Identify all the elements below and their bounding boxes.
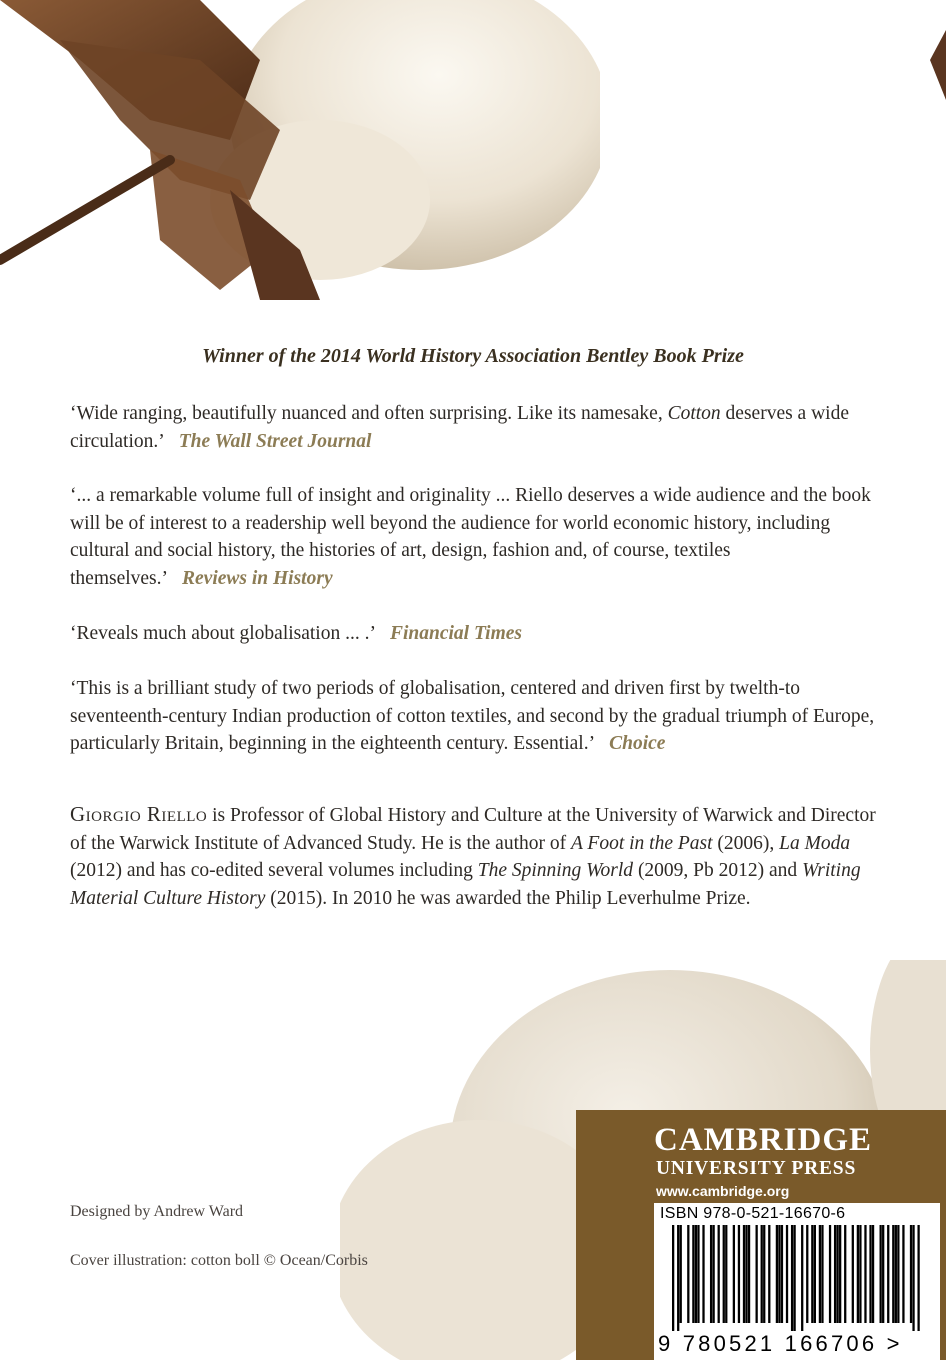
barcode-bar bbox=[763, 1225, 765, 1323]
barcode-bar bbox=[857, 1225, 859, 1323]
barcode-bar bbox=[839, 1225, 841, 1323]
barcode-bar bbox=[680, 1225, 682, 1323]
quote-text: ‘Reveals much about globalisation ... .’ bbox=[70, 623, 376, 644]
barcode-panel bbox=[654, 1203, 940, 1360]
prize-line: Winner of the 2014 World History Association Bentley Book Prize bbox=[202, 345, 744, 367]
barcode-bar bbox=[748, 1225, 750, 1323]
barcode-bar bbox=[672, 1225, 674, 1331]
barcode-digits: 9 780521 166706 > bbox=[658, 1331, 903, 1356]
barcode-bar bbox=[859, 1225, 861, 1323]
barcode-bar bbox=[836, 1225, 838, 1323]
cover-illustration-credit: Cover illustration: cotton boll © Ocean/Corbis bbox=[70, 1252, 368, 1269]
barcode-bar bbox=[712, 1225, 714, 1323]
barcode-bar bbox=[710, 1225, 712, 1323]
barcode-bar bbox=[695, 1225, 697, 1323]
barcode-bar bbox=[902, 1225, 904, 1323]
barcode-bar bbox=[821, 1225, 823, 1323]
quote-text-continued: deserves a wide circulation.’ bbox=[70, 403, 849, 452]
barcode-bar bbox=[697, 1225, 699, 1323]
barcode-bar bbox=[869, 1225, 871, 1323]
barcode-bar bbox=[811, 1225, 813, 1323]
barcode-bar bbox=[910, 1225, 912, 1323]
barcode-bar bbox=[895, 1225, 897, 1323]
barcode-bar bbox=[882, 1225, 884, 1323]
barcode-bar bbox=[819, 1225, 821, 1323]
barcode-bar bbox=[793, 1225, 795, 1331]
barcode-bar bbox=[912, 1225, 914, 1331]
quote-reviews-in-history bbox=[70, 482, 880, 592]
barcode-bar bbox=[864, 1225, 866, 1323]
cotton-edge-top-right bbox=[926, 30, 946, 100]
barcode-bar bbox=[725, 1225, 727, 1323]
barcode-bar bbox=[778, 1225, 780, 1323]
bio-text: (2009, Pb 2012) and bbox=[633, 860, 803, 881]
publisher-url[interactable]: www.cambridge.org bbox=[656, 1183, 790, 1199]
barcode-bar bbox=[745, 1225, 747, 1323]
quote-source: The Wall Street Journal bbox=[178, 430, 372, 452]
barcode-bar bbox=[733, 1225, 735, 1323]
quote-text: ‘Wide ranging, beautifully nuanced and often surprising. Like its namesake, bbox=[70, 403, 668, 424]
publisher-block bbox=[576, 1110, 946, 1360]
barcode-bar bbox=[897, 1225, 899, 1323]
barcode-bar bbox=[786, 1225, 788, 1323]
book-title: A Foot in the Past bbox=[570, 832, 713, 854]
author-name: Giorgio Riello bbox=[70, 802, 208, 826]
bio-text: (2015). In 2010 he was awarded the Philip Leverhulme Prize. bbox=[265, 887, 751, 909]
barcode-bar bbox=[887, 1225, 889, 1323]
barcode-bar bbox=[844, 1225, 846, 1323]
barcode-bar bbox=[872, 1225, 874, 1323]
publisher-subtitle: UNIVERSITY PRESS bbox=[656, 1158, 857, 1179]
quote-wall-street-journal bbox=[70, 400, 880, 455]
barcode-bar bbox=[814, 1225, 816, 1323]
barcode-bar bbox=[687, 1225, 689, 1323]
barcode-bar bbox=[852, 1225, 854, 1323]
book-title: The Spinning World bbox=[477, 860, 634, 881]
barcode-bar bbox=[718, 1225, 720, 1323]
publisher-name: CAMBRIDGE bbox=[654, 1122, 873, 1158]
quote-choice bbox=[70, 675, 880, 758]
bio-text: (2012) and has co-edited several volumes including bbox=[70, 860, 478, 881]
quote-book-title: Cotton bbox=[667, 403, 721, 424]
barcode-bar bbox=[801, 1225, 803, 1331]
barcode-bar bbox=[743, 1225, 745, 1323]
barcode-bar bbox=[692, 1225, 694, 1323]
barcode-bar bbox=[723, 1225, 725, 1323]
isbn-barcode bbox=[672, 1225, 920, 1331]
quote-source: Financial Times bbox=[389, 623, 522, 644]
barcode-bar bbox=[834, 1225, 836, 1323]
book-title: La Moda bbox=[779, 832, 851, 854]
barcode-bar bbox=[756, 1225, 758, 1323]
quote-financial-times bbox=[70, 620, 880, 648]
quote-source: Reviews in History bbox=[182, 567, 333, 589]
barcode-bar bbox=[776, 1225, 778, 1323]
quote-text: ‘This is a brilliant study of two periods of globalisation, centered and driven first by twelth-to seventeenth-century Indian production of cotton textiles, and second by the gradual triumph of Europe, particularly Britain, beginning in the eighteenth century. Essential.’ bbox=[70, 678, 875, 754]
barcode-bar bbox=[768, 1225, 770, 1323]
designer-credit: Designed by Andrew Ward bbox=[70, 1203, 244, 1220]
barcode-bar bbox=[892, 1225, 894, 1323]
bio-text: (2006), bbox=[712, 832, 780, 854]
barcode-bar bbox=[702, 1225, 704, 1323]
cotton-boll-top-illustration bbox=[0, 0, 600, 340]
quote-source: Choice bbox=[609, 733, 666, 754]
barcode-bar bbox=[761, 1225, 763, 1323]
book-title: Writing Material Culture History bbox=[70, 860, 861, 909]
barcode-bar bbox=[738, 1225, 740, 1323]
barcode-bar bbox=[677, 1225, 679, 1331]
barcode-bar bbox=[917, 1225, 919, 1331]
author-bio bbox=[70, 801, 882, 912]
barcode-bar bbox=[806, 1225, 808, 1323]
bio-text: is Professor of Global History and Culture at the University of Warwick and Director of the Warwick Institute of Advanced Study. He is the author of bbox=[70, 805, 876, 854]
barcode-bar bbox=[829, 1225, 831, 1323]
barcode-bar bbox=[791, 1225, 793, 1331]
quote-text: ‘... a remarkable volume full of insight and originality ... Riello deserves a wide audience and the book will be of interest to a readership well beyond the audience for world economic history, including cultural and social history, the histories of art, design, fashion and, of course, textiles themselves.’ bbox=[70, 485, 871, 589]
barcode-bar bbox=[880, 1225, 882, 1323]
barcode-bar bbox=[781, 1225, 783, 1323]
isbn-text: ISBN 978-0-521-16670-6 bbox=[660, 1205, 846, 1222]
